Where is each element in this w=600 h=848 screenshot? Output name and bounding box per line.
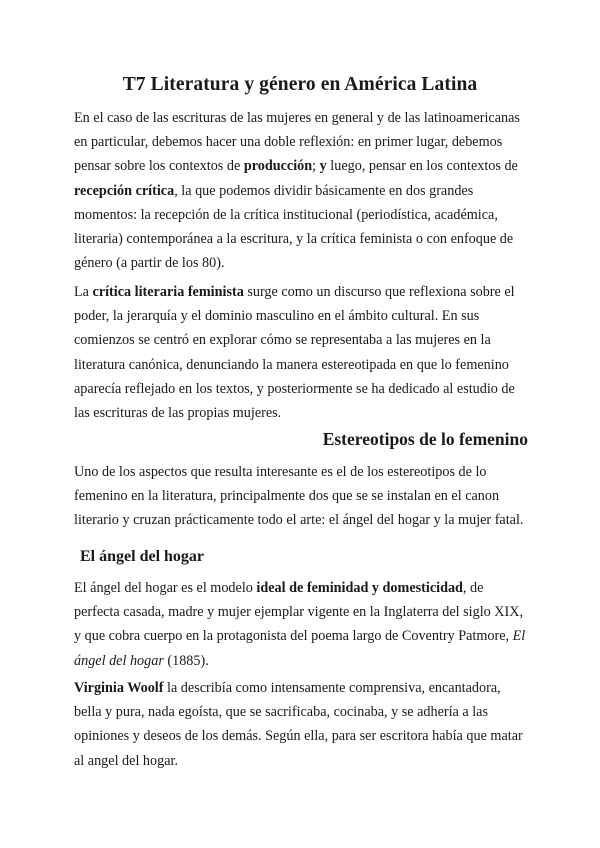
paragraph-estereotipos [74, 460, 526, 533]
paragraph-contexts [74, 106, 526, 275]
text-span: (1885). [163, 652, 209, 669]
text-span: El ángel del hogar es el modelo [74, 580, 257, 596]
italic-title: El [512, 628, 526, 645]
text-span: la describía como intensamente comprensiva, encantadora, [163, 680, 501, 696]
text-line [74, 649, 526, 673]
italic-title: ángel del hogar [74, 652, 164, 669]
text-line: opiniones y deseos de los demás. Según ella, para ser escritora había que matar [74, 728, 523, 745]
section-heading-estereotipos: Estereotipos de lo femenino [322, 429, 528, 449]
paragraph-angel-del-hogar [74, 576, 526, 673]
text-line [74, 179, 526, 203]
text-line: en particular, debemos hacer una doble reflexión: en primer lugar, debemos [74, 134, 503, 151]
paragraph-virginia-woolf [74, 676, 526, 773]
text-line: comienzos se centró en explorar cómo se representaba a las mujeres en la [74, 332, 491, 349]
text-line [74, 576, 526, 600]
text-line: literario y cruzan prácticamente todo el arte: el ángel del hogar y la mujer fatal. [74, 512, 524, 529]
text-line [74, 154, 526, 178]
text-span: , de [462, 580, 484, 596]
text-span: , la que podemos dividir básicamente en dos grandes [174, 182, 474, 199]
text-line: literatura canónica, denunciando la manera estereotipada en que lo femenino [74, 356, 509, 373]
bold-term-ideal: ideal de feminidad y domesticidad [256, 580, 463, 596]
text-line: las escrituras de las propias mujeres. [74, 405, 282, 422]
text-line: bella y pura, nada egoísta, que se sacrificaba, cocinaba, y se adhería a las [74, 704, 489, 721]
text-line: literaria) contemporánea a la escritura, y la crítica feminista o con enfoque de [74, 231, 514, 248]
text-line: poder, la jerarquía y el dominio masculino en el ámbito cultural. En sus [74, 308, 480, 325]
page-title: T7 Literatura y género en América Latina [122, 74, 478, 95]
bold-term-recepcion: recepción crítica [74, 182, 175, 199]
text-line: perfecta casada, madre y mujer ejemplar vigente en la Inglaterra del siglo XIX, [74, 604, 524, 621]
bold-term-y: y [319, 158, 327, 175]
text-line [74, 624, 526, 648]
text-line: género (a partir de los 80). [74, 255, 225, 272]
text-line [74, 280, 526, 304]
text-line: aparecía reflejado en los textos, y posteriormente se ha dedicado al estudio de [74, 380, 515, 397]
text-line: En el caso de las escrituras de las mujeres en general y de las latinoamericanas [74, 110, 520, 126]
text-span: ; [312, 158, 320, 175]
text-span: luego, pensar en los contextos de [326, 158, 518, 175]
text-span: surge como un discurso que reflexiona sobre el [243, 284, 515, 300]
bold-term-woolf: Virginia Woolf [74, 680, 164, 696]
text-line [74, 676, 526, 700]
bold-term-produccion: producción [243, 158, 313, 175]
text-line: momentos: la recepción de la crítica institucional (periodística, académica, [74, 206, 498, 223]
text-line: femenino en la literatura, principalmente dos que se se instalan en el canon [74, 488, 500, 505]
text-span: pensar sobre los contextos de [74, 158, 244, 175]
bold-term-critica: crítica literaria feminista [92, 284, 244, 300]
text-line: al angel del hogar. [74, 752, 179, 769]
text-span: y que cobra cuerpo en la protagonista del poema largo de Coventry Patmore, [74, 628, 513, 645]
text-span: La [74, 284, 93, 300]
paragraph-critica-feminista [74, 280, 526, 425]
text-line: Uno de los aspectos que resulta interesante es el de los estereotipos de lo [74, 464, 487, 480]
subsection-heading-angel: El ángel del hogar [80, 548, 205, 565]
